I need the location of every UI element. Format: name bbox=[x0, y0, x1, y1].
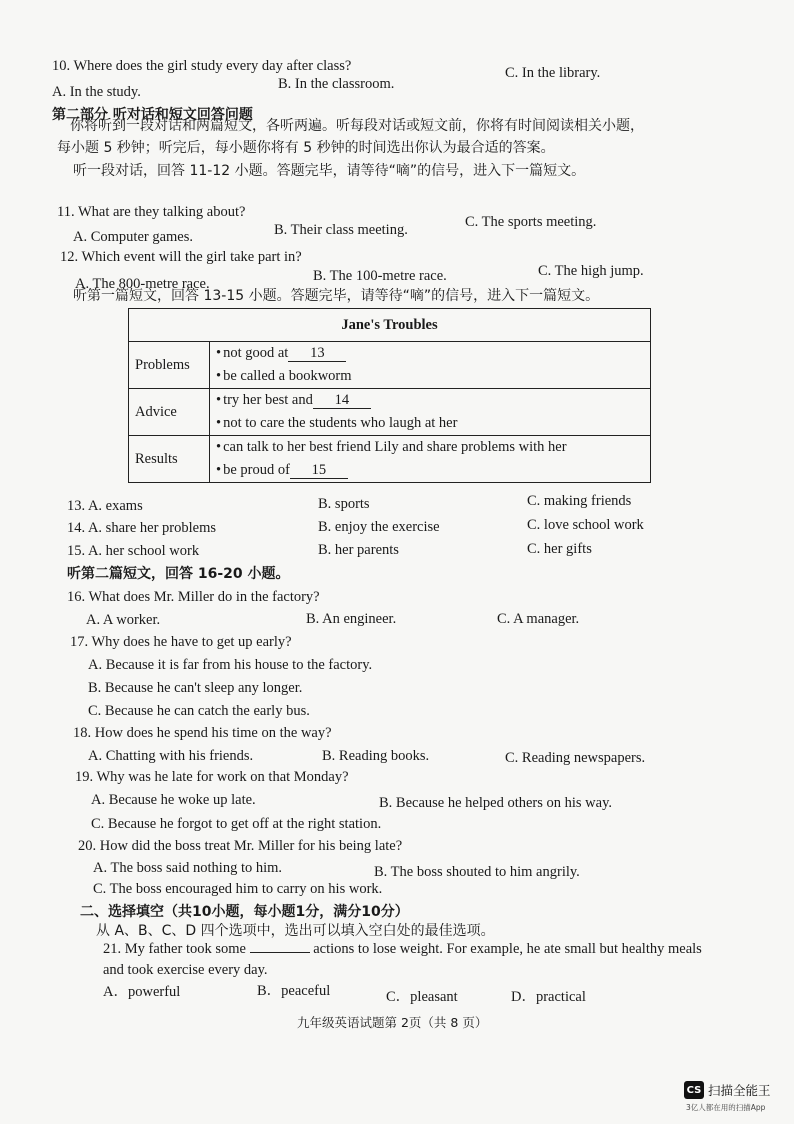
q21-option-a: A．powerful bbox=[103, 984, 181, 1000]
q20-option-c: C. The boss encouraged him to carry on his work. bbox=[93, 881, 383, 897]
q17-stem: 17. Why does he have to get up early? bbox=[70, 634, 292, 650]
q19-option-c: C. Because he forgot to get off at the right station. bbox=[91, 816, 382, 832]
blank-14: 14 bbox=[313, 392, 371, 409]
page-footer: 九年级英语试题第 2页（共 8 页） bbox=[297, 1015, 488, 1030]
q13-option-b: B. sports bbox=[318, 496, 370, 512]
blank-15: 15 bbox=[290, 462, 348, 479]
section2-heading: 二、选择填空（共10小题，每小题1分，满分10分） bbox=[80, 904, 409, 920]
q16-option-b: B. An engineer. bbox=[306, 611, 397, 627]
row-head-results: Results bbox=[129, 436, 210, 483]
scanner-name: 扫描全能王 bbox=[708, 1083, 771, 1098]
q21-stem-line2: and took exercise every day. bbox=[103, 962, 268, 978]
q14-option-b: B. enjoy the exercise bbox=[318, 519, 440, 535]
q21-option-b: B．peaceful bbox=[257, 983, 331, 999]
q12-stem: 12. Which event will the girl take part in? bbox=[60, 249, 302, 265]
q21-stem: 21. My father took some actions to lose weight. For example, he ate small but healthy meals bbox=[103, 941, 702, 957]
q21-blank bbox=[250, 940, 310, 953]
q14-option-c: C. love school work bbox=[527, 517, 644, 533]
q21-option-c: C．pleasant bbox=[386, 989, 458, 1005]
q11-option-b: B. Their class meeting. bbox=[274, 222, 408, 238]
q14-option-a: 14. A. share her problems bbox=[67, 520, 216, 536]
row-head-advice: Advice bbox=[129, 389, 210, 436]
row-body-problems: • not good at 13 • be called a bookworm bbox=[210, 342, 651, 389]
part2-heading: 第二部分 听对话和短文回答问题 bbox=[52, 107, 253, 123]
q10-option-b: B. In the classroom. bbox=[278, 76, 395, 92]
q15-option-c: C. her gifts bbox=[527, 541, 592, 557]
row-body-results: • can talk to her best friend Lily and share problems with her • be proud of 15 bbox=[210, 436, 651, 483]
q13-option-a: 13. A. exams bbox=[67, 498, 143, 514]
q10-option-a: A. In the study. bbox=[52, 84, 141, 100]
q17-option-b: B. Because he can't sleep any longer. bbox=[88, 680, 303, 696]
row-body-advice: • try her best and 14 • not to care the students who laugh at her bbox=[210, 389, 651, 436]
q13-option-c: C. making friends bbox=[527, 493, 632, 509]
q10-option-c: C. In the library. bbox=[505, 65, 601, 81]
q16-option-a: A. A worker. bbox=[86, 612, 161, 628]
q20-option-b: B. The boss shouted to him angrily. bbox=[374, 864, 580, 880]
q17-option-a: A. Because it is far from his house to the factory. bbox=[88, 657, 373, 673]
part2-instr-3: 听一段对话，回答 11-12 小题。答题完毕，请等待“嘀”的信号，进入下一篇短文。 bbox=[73, 163, 586, 179]
q10-stem: 10. Where does the girl study every day after class? bbox=[52, 58, 352, 74]
q19-option-a: A. Because he woke up late. bbox=[91, 792, 256, 808]
q20-option-a: A. The boss said nothing to him. bbox=[93, 860, 283, 876]
q12-option-c: C. The high jump. bbox=[538, 263, 644, 279]
row-head-problems: Problems bbox=[129, 342, 210, 389]
q16-stem: 16. What does Mr. Miller do in the factory? bbox=[67, 589, 320, 605]
q11-option-c: C. The sports meeting. bbox=[465, 214, 597, 230]
q19-stem: 19. Why was he late for work on that Monday? bbox=[75, 769, 349, 785]
q12-option-b: B. The 100-metre race. bbox=[313, 268, 447, 284]
q11-option-a: A. Computer games. bbox=[73, 229, 194, 245]
q18-option-c: C. Reading newspapers. bbox=[505, 750, 646, 766]
table-title: Jane's Troubles bbox=[129, 309, 651, 342]
blank-13: 13 bbox=[288, 345, 346, 362]
q20-stem: 20. How did the boss treat Mr. Miller for his being late? bbox=[78, 838, 403, 854]
part2-instr-2: 每小题 5 秒钟；听完后，每小题你将有 5 秒钟的时间选出你认为最合适的答案。 bbox=[57, 140, 555, 156]
janes-troubles-table bbox=[128, 308, 651, 483]
camscanner-icon: CS bbox=[684, 1081, 704, 1099]
q18-option-a: A. Chatting with his friends. bbox=[88, 748, 254, 764]
section2-instr: 从 A、B、C、D 四个选项中，选出可以填入空白处的最佳选项。 bbox=[96, 923, 495, 939]
scanner-tagline: 3亿人都在用的扫描App bbox=[686, 1103, 766, 1112]
scanner-logo bbox=[684, 1081, 771, 1099]
q17-option-c: C. Because he can catch the early bus. bbox=[88, 703, 310, 719]
q15-option-b: B. her parents bbox=[318, 542, 399, 558]
q11-stem: 11. What are they talking about? bbox=[57, 204, 246, 220]
q18-option-b: B. Reading books. bbox=[322, 748, 430, 764]
part2-instr-4: 听第一篇短文，回答 13-15 小题。答题完毕，请等待“嘀”的信号，进入下一篇短文。 bbox=[73, 288, 600, 304]
q19-option-b: B. Because he helped others on his way. bbox=[379, 795, 613, 811]
q16-option-c: C. A manager. bbox=[497, 611, 580, 627]
part2-instr-1: 你将听到一段对话和两篇短文，各听两遍。听每段对话或短文前，你将有时间阅读相关小题， bbox=[70, 118, 644, 134]
q18-stem: 18. How does he spend his time on the way? bbox=[73, 725, 332, 741]
part2-instr-5: 听第二篇短文，回答 16-20 小题。 bbox=[67, 566, 290, 582]
q15-option-a: 15. A. her school work bbox=[67, 543, 200, 559]
q21-option-d: D．practical bbox=[511, 989, 586, 1005]
q12-option-a: A. The 800-metre race. bbox=[75, 276, 210, 292]
